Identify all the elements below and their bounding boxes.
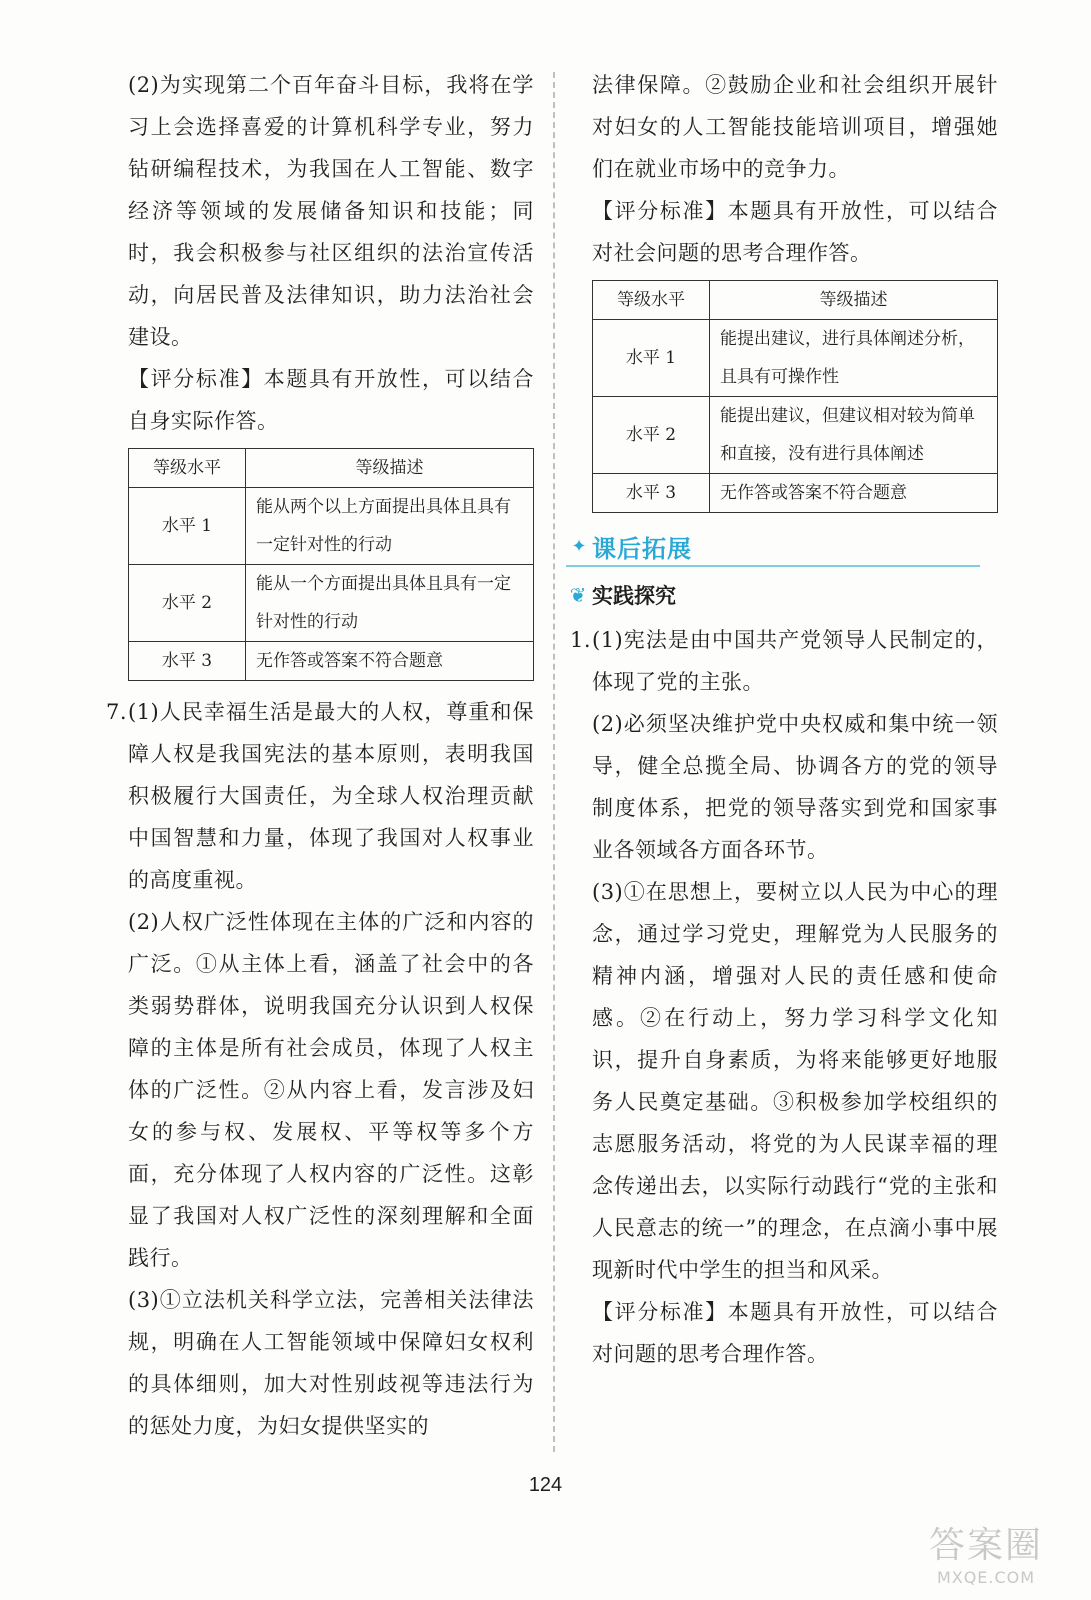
table-cell-level: 水平 2 [593,397,710,474]
answer-paragraph: (2)为实现第二个百年奋斗目标，我将在学习上会选择喜爱的计算机科学专业，努力钻研编程技术，为我国在人工智能、数字经济等领域的发展储备知识和技能；同时，我会积极参与社区组织的法治宣传活动，向居民普及法律知识，助力法治社会建设。 [128,73,534,349]
table-cell-desc: 能从两个以上方面提出具体且具有一定针对性的行动 [246,488,534,565]
column-divider [553,72,555,1452]
table-header-level: 等级水平 [129,449,246,488]
question-text: (1)宪法是由中国共产党领导人民制定的，体现了党的主张。 [592,628,998,694]
question-1-part-2: (2)必须坚决维护党中央权威和集中统一领导，健全总揽全局、协调各方的党的领导制度体系，把党的领导落实到党和国家事业各领域各方面各环节。 [592,712,998,862]
table-row [129,565,534,642]
table-cell-desc: 能提出建议，进行具体阐述分析，且具有可操作性 [710,320,998,397]
subsection-title: 实践探究 [592,584,676,608]
table-cell-desc: 无作答或答案不符合题意 [710,474,998,513]
question-1-part-3: (3)①在思想上，要树立以人民为中心的理念，通过学习党史，理解党为人民服务的精神内涵，增强对人民的责任感和使命感。②在行动上，努力学习科学文化知识，提升自身素质，为将来能够更好地服务人民奠定基础。③积极参加学校组织的志愿服务活动，将党的为人民谋幸福的理念传递出去，以实际行动践行“党的主张和人民意志的统一”的理念，在点滴小事中展现新时代中学生的担当和风采。 [592,880,998,1282]
right-column [569,64,998,1375]
answer-paragraph: 法律保障。②鼓励企业和社会组织开展针对妇女的人工智能技能培训项目，增强她们在就业市场中的竞争力。 [592,73,998,181]
table-row [129,488,534,565]
page-number: 124 [528,1474,563,1496]
watermark-text: 答案圈 [928,1525,1043,1566]
table-cell-level: 水平 1 [129,488,246,565]
table-row [129,642,534,681]
scoring-table [592,280,998,513]
scoring-criteria: 【评分标准】本题具有开放性，可以结合对社会问题的思考合理作答。 [592,199,998,265]
table-header-desc: 等级描述 [246,449,534,488]
watermark-url: MXQE.COM [936,1568,1036,1587]
section-title: 课后拓展 [592,534,692,563]
question-number: 7. [106,700,128,724]
table-cell-level: 水平 3 [593,474,710,513]
scoring-criteria: 【评分标准】本题具有开放性，可以结合自身实际作答。 [128,367,534,433]
question-7-part-2: (2)人权广泛性体现在主体的广泛和内容的广泛。①从主体上看，涵盖了社会中的各类弱势群体，说明我国充分认识到人权保障的主体是所有社会成员，体现了人权主体的广泛性。②从内容上看，发言涉及妇女的参与权、发展权、平等权等多个方面，充分体现了人权内容的广泛性。这彰显了我国对人权广泛性的深刻理解和全面践行。 [128,910,534,1270]
table-cell-desc: 无作答或答案不符合题意 [246,642,534,681]
section-heading [566,527,980,567]
table-cell-desc: 能从一个方面提出具体且具有一定针对性的行动 [246,565,534,642]
sparkle-icon: ✦ [571,535,587,557]
question-7-part-1 [106,691,534,901]
scoring-table [128,448,534,681]
table-cell-desc: 能提出建议，但建议相对较为简单和直接，没有进行具体阐述 [710,397,998,474]
table-cell-level: 水平 3 [129,642,246,681]
table-cell-level: 水平 1 [593,320,710,397]
table-cell-level: 水平 2 [129,565,246,642]
table-row [593,474,998,513]
table-header-row [129,449,534,488]
left-column [106,64,534,1447]
table-header-row [593,281,998,320]
question-7-part-3: (3)①立法机关科学立法，完善相关法律法规，明确在人工智能领域中保障妇女权利的具体细则，加大对性别歧视等违法行为的惩处力度，为妇女提供坚实的 [128,1288,534,1438]
question-number: 1. [570,628,592,652]
table-header-level: 等级水平 [593,281,710,320]
watermark-logo [911,1524,1061,1594]
table-row [593,320,998,397]
table-row [593,397,998,474]
scoring-criteria: 【评分标准】本题具有开放性，可以结合对问题的思考合理作答。 [592,1300,998,1366]
subsection-heading [564,575,998,615]
table-header-desc: 等级描述 [710,281,998,320]
leaf-icon: ❦ [569,583,587,607]
question-text: (1)人民幸福生活是最大的人权，尊重和保障人权是我国宪法的基本原则，表明我国积极履行大国责任，为全球人权治理贡献中国智慧和力量，体现了我国对人权事业的高度重视。 [128,700,534,892]
question-1-part-1 [570,619,998,703]
